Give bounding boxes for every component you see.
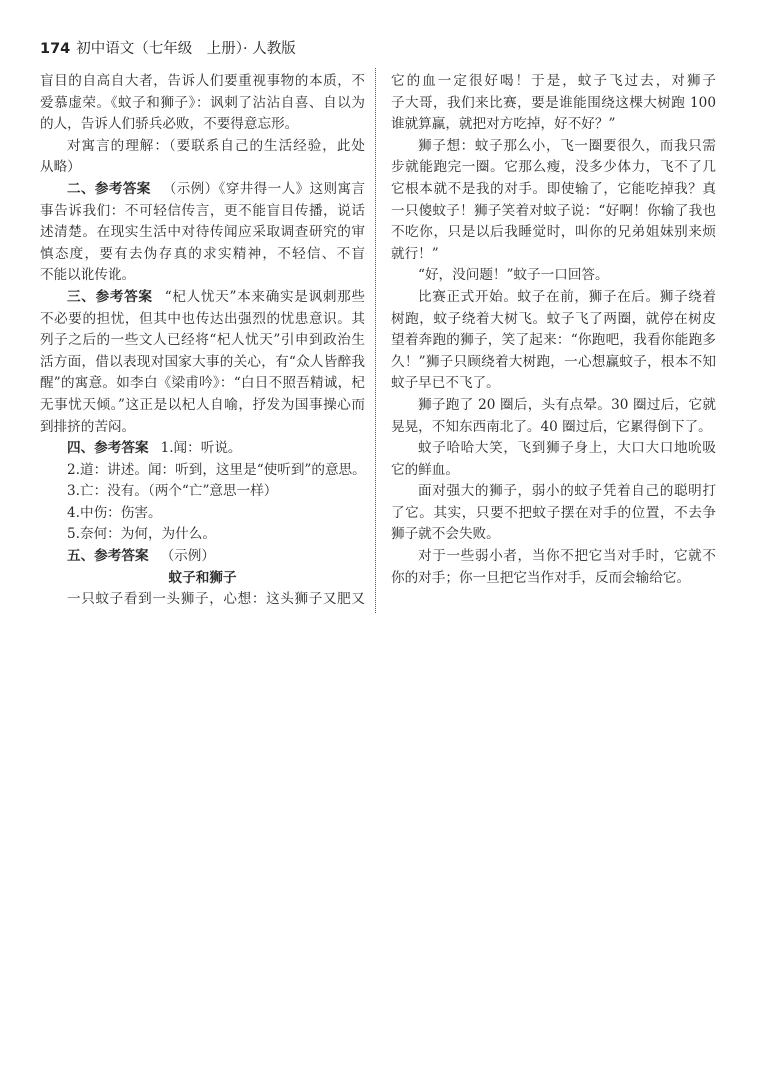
text-line: [391, 330, 716, 352]
text-line: [40, 417, 365, 439]
text-line: [391, 309, 716, 331]
line-text: 从略）: [40, 159, 81, 176]
line-text: 无事忧天倾。”这正是以杞人自喻，抒发为国事操心而: [40, 396, 365, 413]
answer-label: 三、参考答案: [67, 288, 153, 305]
right-column: [391, 71, 716, 589]
line-text: “杞人忧天”本来确实是讽刺那些: [164, 288, 365, 305]
text-line: [40, 460, 365, 482]
answer-heading-line: [40, 179, 365, 201]
line-text: 蚊子和狮子: [168, 569, 237, 586]
line-text: “好，没问题！”蚊子一口回答。: [418, 267, 609, 284]
page-number: 174: [40, 41, 71, 57]
text-line: [391, 568, 716, 590]
text-line: [40, 136, 365, 158]
line-text: 它的血一定很好喝！于是，蚊子飞过去，对狮子: [391, 73, 716, 89]
text-line: [40, 222, 365, 244]
line-text: 晃晃，不知东西南北了。40 圈过后，它累得倒下了。: [391, 418, 712, 435]
line-text: 爱慕虚荣。《蚊子和狮子》：讽刺了沾沾自喜、自以为: [40, 94, 365, 111]
line-text: 就行！”: [391, 245, 439, 262]
text-line: [40, 395, 365, 417]
line-text: 狮子想：蚊子那么小，飞一圈要很久，而我只需: [418, 137, 716, 154]
text-line: [391, 287, 716, 309]
text-line: [391, 417, 716, 439]
answer-label: 五、参考答案: [67, 548, 149, 565]
line-text: 不吃你，只是以后我睡觉时，叫你的兄弟姐妹别来烦: [391, 224, 716, 241]
line-text: 不必要的担忧，但其中也传达出强烈的忧患意识。其: [40, 310, 365, 327]
text-line: [40, 71, 365, 93]
line-text: 望着奔跑的狮子，笑了起来：“你跑吧，我看你能跑多: [391, 332, 716, 349]
line-text: （示例）《穿井得一人》这则寓言: [162, 180, 365, 197]
answer-heading-line: [40, 287, 365, 309]
text-line: [391, 395, 716, 417]
line-text: 子大哥，我们来比赛，要是谁能围绕这棵大树跑 100: [391, 94, 716, 111]
text-line: [40, 373, 365, 395]
text-line: [391, 503, 716, 525]
book-title: 初中语文（七年级 上册）· 人教版: [76, 41, 296, 57]
line-text: 3.亡：没有。（两个“亡”意思一样）: [67, 483, 278, 500]
text-line: [40, 352, 365, 374]
line-text: 步就能跑完一圈。它那么瘦，没多少体力，飞不了几: [391, 159, 716, 176]
text-line: [40, 114, 365, 136]
line-text: 5.奈何：为何，为什么。: [67, 526, 216, 543]
line-text: 蚊子早已不飞了。: [391, 375, 500, 392]
line-text: （示例）: [160, 548, 215, 565]
line-text: 不能以讹传讹。: [40, 267, 136, 284]
line-text: 面对强大的狮子，弱小的蚊子凭着自己的聪明打: [418, 483, 716, 500]
line-text: 到排挤的苦闷。: [40, 418, 136, 435]
column-divider: [375, 68, 376, 613]
text-line: [391, 460, 716, 482]
text-line: [391, 179, 716, 201]
line-text: 一只蚊子看到一头狮子，心想：这头狮子又肥又: [67, 591, 365, 608]
story-title: [40, 568, 365, 590]
text-line: [391, 265, 716, 287]
text-line: [40, 524, 365, 546]
line-text: 狮子跑了 20 圈后，头有点晕。30 圈过后，它就: [418, 396, 716, 413]
text-line: [40, 330, 365, 352]
line-text: 慎态度，要有去伪存真的求实精神，不轻信、不盲: [40, 245, 365, 262]
text-line: [40, 503, 365, 525]
text-line: [391, 524, 716, 546]
text-line: [391, 546, 716, 568]
line-text: 4.中伤：伤害。: [67, 504, 162, 521]
text-line: [40, 481, 365, 503]
line-text: 比赛正式开始。蚊子在前，狮子在后。狮子绕着: [418, 288, 716, 305]
text-line: [40, 201, 365, 223]
line-text: 树跑，蚊子绕着大树飞。蚊子飞了两圈，就停在树皮: [391, 310, 716, 327]
line-text: 1.闻：听说。: [160, 440, 242, 457]
line-text: 谁就算赢，就把对方吃掉，好不好？”: [391, 116, 616, 133]
text-line: [391, 157, 716, 179]
page-header: [40, 37, 296, 58]
text-line: [40, 157, 365, 179]
text-line: [391, 438, 716, 460]
line-text: 列子之后的一些文人已经将“杞人忧天”引申到政治生: [40, 332, 365, 349]
answer-label: 四、参考答案: [67, 440, 149, 457]
text-line: [391, 114, 716, 136]
line-text: 盲目的自高自大者，告诉人们要重视事物的本质，不: [40, 73, 365, 89]
text-line: [391, 93, 716, 115]
line-text: 久！”狮子只顾绕着大树跑，一心想赢蚊子，根本不知: [391, 353, 716, 370]
text-line: [40, 309, 365, 331]
line-text: 2.道：讲述。闻：听到，这里是“使听到”的意思。: [67, 461, 366, 478]
line-text: 的人，告诉人们骄兵必败，不要得意忘形。: [40, 116, 299, 133]
answer-label: 二、参考答案: [67, 180, 151, 197]
answer-heading-line: [40, 438, 365, 460]
line-text: 狮子就不会失败。: [391, 526, 500, 543]
text-line: [391, 222, 716, 244]
line-text: 它的鲜血。: [391, 461, 459, 478]
line-text: 活方面，借以表现对国家大事的关心，有“众人皆醉我: [40, 353, 365, 370]
answer-heading-line: [40, 546, 365, 568]
text-line: [391, 244, 716, 266]
line-text: 述清楚。在现实生活中对待传闻应采取调查研究的审: [40, 224, 365, 241]
line-text: 蚊子哈哈大笑，飞到狮子身上，大口大口地吮吸: [418, 440, 716, 457]
line-text: 对于一些弱小者，当你不把它当对手时，它就不: [418, 548, 716, 565]
line-text: 你的对手；你一旦把它当作对手，反而会输给它。: [391, 569, 691, 586]
text-line: [391, 136, 716, 158]
text-line: [391, 201, 716, 223]
line-text: 了它。其实，只要不把蚊子摆在对手的位置，不去争: [391, 504, 716, 521]
text-line: [40, 589, 365, 611]
line-text: 醒”的寓意。如李白《梁甫吟》：“白日不照吾精诚，杞: [40, 375, 365, 392]
line-text: 事告诉我们：不可轻信传言，更不能盲目传播，说话: [40, 202, 365, 219]
text-line: [391, 71, 716, 93]
text-line: [391, 373, 716, 395]
line-text: 一只傻蚊子！狮子笑着对蚊子说：“好啊！你输了我也: [391, 202, 716, 219]
text-line: [40, 93, 365, 115]
text-line: [40, 265, 365, 287]
text-line: [391, 352, 716, 374]
line-text: 对寓言的理解：（要联系自己的生活经验，此处: [67, 137, 365, 154]
text-line: [391, 481, 716, 503]
text-line: [40, 244, 365, 266]
line-text: 它根本就不是我的对手。即使输了，它能吃掉我？真: [391, 180, 716, 197]
left-column: [40, 71, 365, 611]
